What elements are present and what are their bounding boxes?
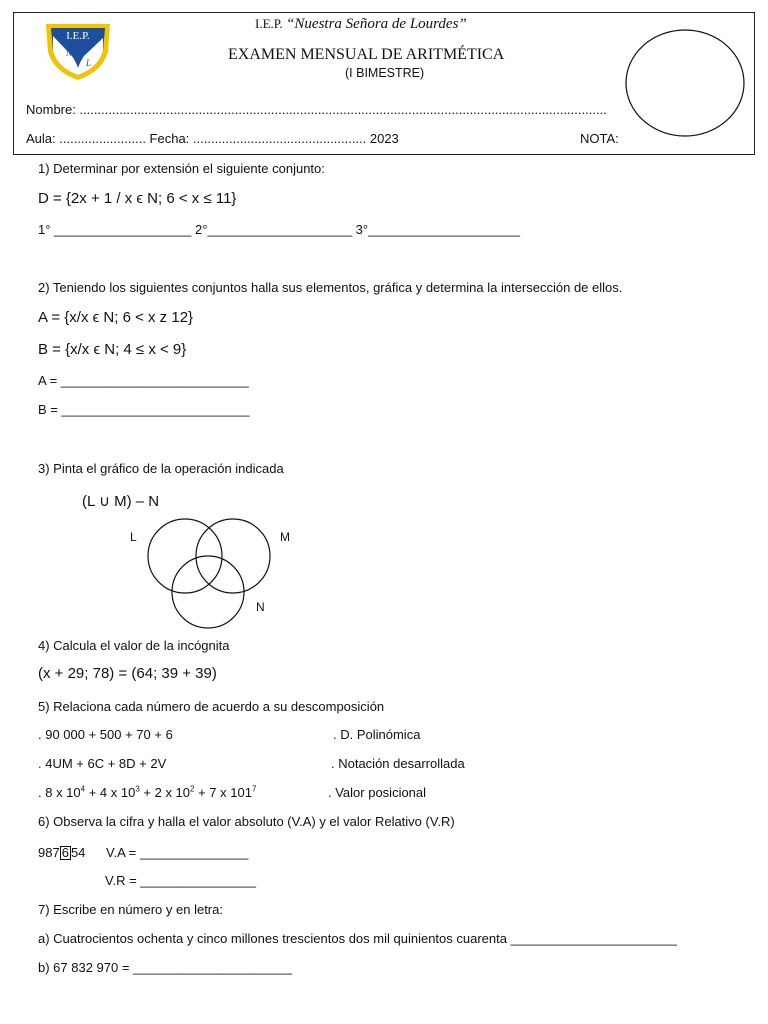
q6-number: 987 6 54: [38, 845, 86, 860]
q5-left-3: . 8 x $10^4 + 4$ x $10^3 + 2$ x $10^2 + 7$ x $101^7$: [38, 784, 257, 800]
nota-label: NOTA:: [580, 131, 619, 146]
q6-va[interactable]: V.A = _______________: [106, 845, 249, 860]
venn-diagram[interactable]: [140, 516, 280, 631]
q7-a[interactable]: a) Cuatrocientos ochenta y cinco millones trescientos dos mil quinientos cuarenta _______________________: [38, 931, 677, 946]
school-name: “Nuestra Señora de Lourdes”: [286, 16, 467, 32]
q2-blank-b[interactable]: B = __________________________: [38, 402, 250, 417]
q1-set: D = {2x + 1 / x ϵ N; 6 < x ≤ 11}: [38, 190, 237, 207]
q2-set-b: B = {x/x ϵ N; 4 ≤ x < 9}: [38, 341, 187, 358]
q2-prompt: 2) Teniendo los siguientes conjuntos halla sus elementos, gráfica y determina la intersección de ellos.: [38, 280, 623, 295]
q6-prompt: 6) Observa la cifra y halla el valor absoluto (V.A) y el valor Relativo (V.R): [38, 814, 455, 829]
q1-blanks[interactable]: 1° ___________________ 2°____________________ 3°_____________________: [38, 222, 520, 237]
q4-prompt: 4) Calcula el valor de la incógnita: [38, 638, 230, 653]
venn-circle-n: [172, 556, 244, 628]
q5-left-1: . 90 000 + 500 + 70 + 6: [38, 727, 173, 742]
logo-letter-l: L: [86, 58, 92, 68]
q2-blank-a[interactable]: A = __________________________: [38, 373, 249, 388]
grade-circle: [624, 28, 748, 140]
q6-vr[interactable]: V.R = ________________: [105, 873, 256, 888]
q3-operation: (L ∪ M) – N: [82, 493, 160, 510]
school-heading: [255, 16, 467, 33]
q5-right-1: . D. Polinómica: [333, 727, 421, 742]
venn-label-n: N: [256, 600, 265, 614]
q1-prompt: 1) Determinar por extensión el siguiente conjunto:: [38, 161, 325, 176]
school-logo: [42, 18, 114, 84]
exam-title: EXAMEN MENSUAL DE ARITMÉTICA: [228, 46, 505, 63]
aula-fecha-field[interactable]: Aula: ........................ Fecha: ................................................ 2023: [26, 131, 399, 146]
q7-b[interactable]: b) 67 832 970 = ______________________: [38, 960, 293, 975]
logo-letter-s: S: [76, 53, 81, 63]
q5-prompt: 5) Relaciona cada número de acuerdo a su descomposición: [38, 699, 385, 714]
logo-letter-n: N: [66, 48, 73, 58]
venn-label-l: L: [130, 530, 137, 544]
q5-right-2: . Notación desarrollada: [331, 756, 465, 771]
school-prefix: I.E.P.: [255, 16, 283, 31]
q3-prompt: 3) Pinta el gráfico de la operación indicada: [38, 461, 284, 476]
q7-prompt: 7) Escribe en número y en letra:: [38, 902, 223, 917]
q6-highlighted-digit: 6: [61, 845, 69, 860]
q4-equation: (x + 29; 78) = (64; 39 + 39): [38, 665, 217, 682]
logo-text: I.E.P.: [66, 30, 90, 42]
q2-set-a: A = {x/x ϵ N; 6 < x z 12}: [38, 309, 194, 326]
venn-label-m: M: [280, 530, 290, 544]
q5-right-3: . Valor posicional: [328, 785, 427, 800]
exam-period: (I BIMESTRE): [345, 66, 425, 80]
q5-left-2: . 4UM + 6C + 8D + 2V: [38, 756, 167, 771]
nombre-field[interactable]: Nombre: ..................................................................................................................................................: [26, 102, 607, 117]
